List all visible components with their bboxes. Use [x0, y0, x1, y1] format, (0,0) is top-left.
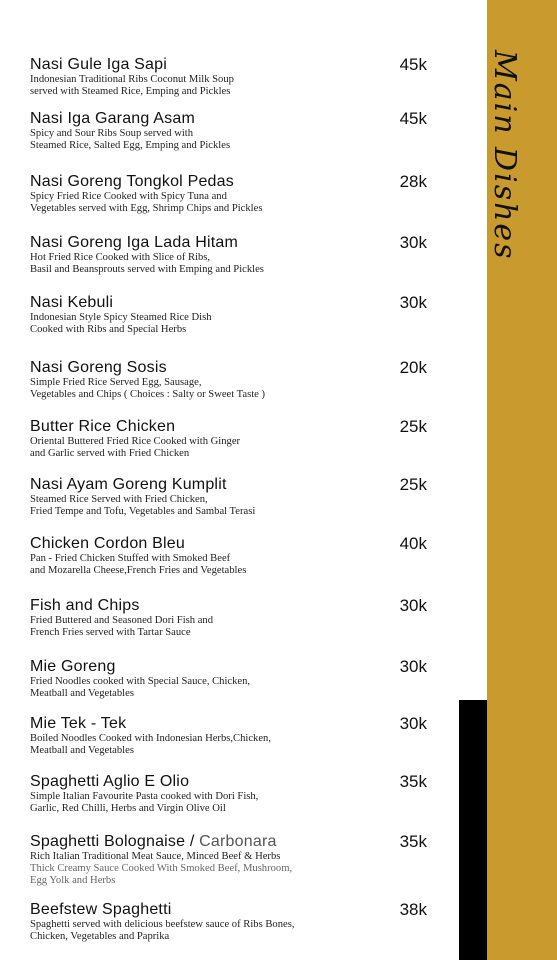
- dish-description: Fried Noodles cooked with Special Sauce, Chicken, Meatball and Vegetables: [30, 676, 251, 699]
- menu-item: [30, 535, 430, 577]
- dish-price: 45k: [399, 55, 427, 74]
- menu-item: [30, 173, 430, 215]
- menu-item: [30, 418, 430, 460]
- dish-price: 25k: [399, 417, 427, 436]
- dish-description: Rich Italian Traditional Meat Sauce, Minced Beef & Herbs: [30, 851, 281, 862]
- dish-name: Nasi Goreng Sosis: [30, 359, 167, 376]
- dish-description: Spicy and Sour Ribs Soup served with Steamed Rice, Salted Egg, Emping and Pickles: [30, 128, 231, 151]
- dish-name-alternative: Carbonara: [199, 833, 277, 850]
- dish-description: Oriental Buttered Fried Rice Cooked with Ginger and Garlic served with Fried Chicken: [30, 436, 241, 459]
- menu-item: [30, 110, 430, 152]
- dish-name: Chicken Cordon Bleu: [30, 535, 185, 552]
- menu-item: [30, 597, 430, 639]
- dish-name: Fish and Chips: [30, 597, 140, 614]
- dish-description: Pan - Fried Chicken Stuffed with Smoked Beef and Mozarella Cheese,French Fries and Vegetables: [30, 553, 247, 576]
- dish-description: Indonesian Traditional Ribs Coconut Milk Soup served with Steamed Rice, Emping and Pickles: [30, 74, 234, 97]
- dish-price: 30k: [399, 233, 427, 252]
- dish-description: Simple Fried Rice Served Egg, Sausage, Vegetables and Chips ( Choices : Salty or Sweet Taste ): [30, 377, 266, 400]
- dish-description: Fried Buttered and Seasoned Dori Fish and French Fries served with Tartar Sauce: [30, 615, 214, 638]
- dish-name: Mie Goreng: [30, 658, 116, 675]
- dish-price: 30k: [399, 657, 427, 676]
- dish-name: Nasi Ayam Goreng Kumplit: [30, 476, 227, 493]
- menu-item: [30, 773, 430, 815]
- dish-price: 45k: [399, 109, 427, 128]
- dish-name: Spaghetti Aglio E Olio: [30, 773, 190, 790]
- dish-name: Nasi Goreng Iga Lada Hitam: [30, 234, 238, 251]
- menu-item: [30, 294, 430, 336]
- dish-name: [30, 833, 430, 850]
- dish-description: Indonesian Style Spicy Steamed Rice Dish Cooked with Ribs and Special Herbs: [30, 312, 212, 335]
- dish-price: 30k: [399, 596, 427, 615]
- menu-item: [30, 359, 430, 401]
- menu-item: [30, 476, 430, 518]
- dish-description: Boiled Noodles Cooked with Indonesian Herbs,Chicken, Meatball and Vegetables: [30, 733, 271, 756]
- dish-price: 30k: [399, 293, 427, 312]
- dish-name-main: Spaghetti Bolognaise /: [30, 833, 200, 850]
- dish-description: Steamed Rice Served with Fried Chicken, Fried Tempe and Tofu, Vegetables and Sambal Terasi: [30, 494, 256, 517]
- dish-price: 40k: [399, 534, 427, 553]
- menu-item: [30, 234, 430, 276]
- dish-description: Hot Fried Rice Cooked with Slice of Ribs, Basil and Beansprouts served with Emping and Pickles: [30, 252, 264, 275]
- dish-name: Mie Tek - Tek: [30, 715, 127, 732]
- dish-description: Spaghetti served with delicious beefstew sauce of Ribs Bones, Chicken, Vegetables and Paprika: [30, 919, 295, 942]
- dish-description-alternative: Thick Creamy Sauce Cooked With Smoked Beef, Mushroom, Egg Yolk and Herbs: [30, 863, 293, 886]
- dish-name: Nasi Goreng Tongkol Pedas: [30, 173, 234, 190]
- menu-item: [30, 901, 430, 943]
- dish-price: 30k: [399, 714, 427, 733]
- section-title: Main Dishes: [487, 50, 522, 261]
- dish-price: 28k: [399, 172, 427, 191]
- dish-name: Nasi Iga Garang Asam: [30, 110, 195, 127]
- dish-price: 38k: [399, 900, 427, 919]
- dish-name: Nasi Kebuli: [30, 294, 114, 311]
- dish-price: 35k: [399, 832, 427, 851]
- dish-name: Nasi Gule Iga Sapi: [30, 56, 168, 73]
- dish-price: 25k: [399, 475, 427, 494]
- menu-item: [30, 658, 430, 700]
- dish-price: 20k: [399, 358, 427, 377]
- dish-price: 35k: [399, 772, 427, 791]
- menu-item: [30, 715, 430, 757]
- dish-name: Butter Rice Chicken: [30, 418, 176, 435]
- menu-item: [30, 833, 430, 887]
- dish-description: Simple Italian Favourite Pasta cooked with Dori Fish, Garlic, Red Chilli, Herbs and Virgin Olive Oil: [30, 791, 259, 814]
- dish-description: Spicy Fried Rice Cooked with Spicy Tuna and Vegetables served with Egg, Shrimp Chips and Pickles: [30, 191, 263, 214]
- menu-item: [30, 56, 430, 98]
- dish-name: Beefstew Spaghetti: [30, 901, 172, 918]
- dark-accent-bar: [459, 700, 487, 960]
